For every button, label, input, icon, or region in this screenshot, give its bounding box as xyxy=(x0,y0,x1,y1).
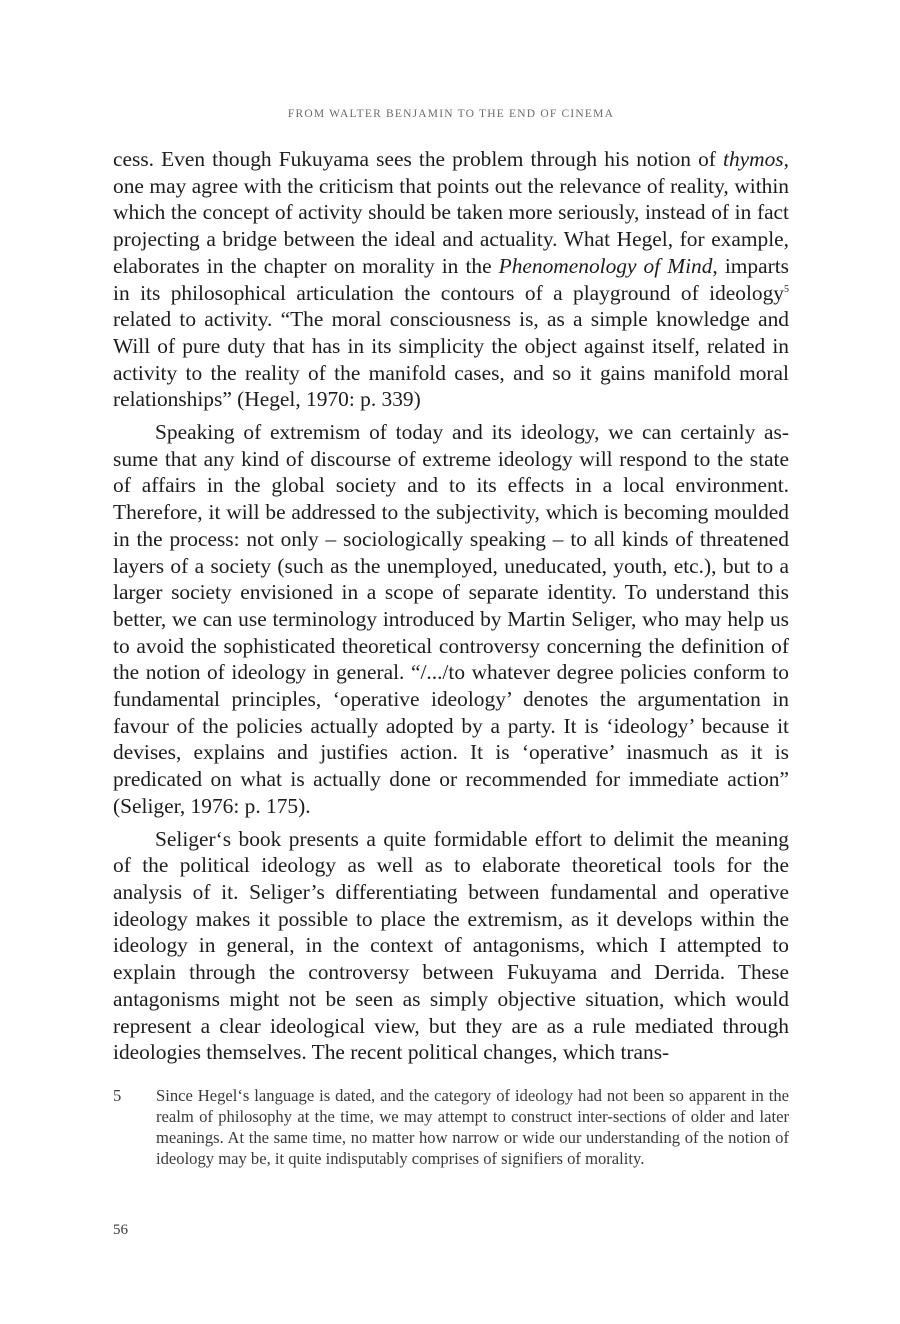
footnote-reference[interactable]: 5 xyxy=(784,283,789,295)
thymos-term: thymos xyxy=(723,147,784,171)
footnote xyxy=(113,1085,789,1169)
body-text xyxy=(113,146,789,1066)
paragraph-1 xyxy=(113,146,789,413)
paragraph-1-part-2: , one may agree with the criticism that points out the relevance of reality, within which the concept of activity should be taken more seriously, instead of in fact projecting a bridge between the ideal and actuality. What Hegel, for example, elaborates in the chapter on morality in the xyxy=(113,147,789,278)
paragraph-1-part-1: cess. Even though Fukuyama sees the problem through his notion of xyxy=(113,147,724,171)
paragraph-3: Seliger‘s book presents a quite formidable effort to delimit the meaning of the political ideology as well as to elaborate theoretical tools for the analysis of it. Seliger’s differentiating between fundamental and operative ideology makes it possible to place the extremism, as it develops within the ideology in general, in the context of antagonisms, which I attempted to explain through the controversy between Fukuyama and Derrida. These antagonisms might not be seen as simply objective situation, which would represent a clear ideological view, but they are as a rule mediated through ideologies themselves. The recent political changes, which trans- xyxy=(113,826,789,1065)
paragraph-2: Speaking of extremism of today and its ideology, we can certainly assume that any kind of discourse of extreme ideology will respond to the state of affairs in the global society and to its effects in a local environment. Therefore, it will be addressed to the subjectivity, which is becoming moulded in the process: not only – sociologically speaking – to all kinds of threatened layers of a society (such as the unemployed, uneducated, youth, etc.), but to a larger society envisioned in a scope of separate identity. To understand this better, we can use terminology introduced by Martin Seliger, who may help us to avoid the sophisticated theoretical controversy concerning the definition of the notion of ideology in general. “/.../to whatever degree policies conform to fundamental principles, ‘operative ideology’ denotes the argumentation in favour of the policies actually adopted by a party. It is ‘ideology’ because it devises, explains and justifies action. It is ‘operative’ inasmuch as it is predicated on what is actually done or recommended for immediate action” (Seliger, 1976: p. 175). xyxy=(113,420,789,818)
paragraph-1-part-4: related to activity. “The moral consciousness is, as a simple knowledge and Will of pure duty that has in its simplicity the object against itself, related in activity to the reality of the manifold cases, and so it gains manifold moral relationships” (Hegel, 1970: p. 339) xyxy=(113,307,789,412)
running-head: FROM WALTER BENJAMIN TO THE END OF CINEMA xyxy=(287,108,615,120)
book-title-phenomenology: Phenomenology of Mind xyxy=(498,253,713,278)
footnote-text: Since Hegel‘s language is dated, and the category of ideology had not been so apparent in the realm of philosophy at the time, we may attempt to construct inter-sections of older and later meanings. At the same time, no matter how narrow or wide our understanding of the notion of ideology may be, it quite indisputably comprises of signifiers of morality. xyxy=(156,1086,789,1168)
page-number: 56 xyxy=(113,1222,128,1238)
footnote-number: 5 xyxy=(113,1086,122,1105)
paragraph-1-part-3: , imparts in its philosophical articulation the contours of a playground of ideology xyxy=(113,253,789,305)
